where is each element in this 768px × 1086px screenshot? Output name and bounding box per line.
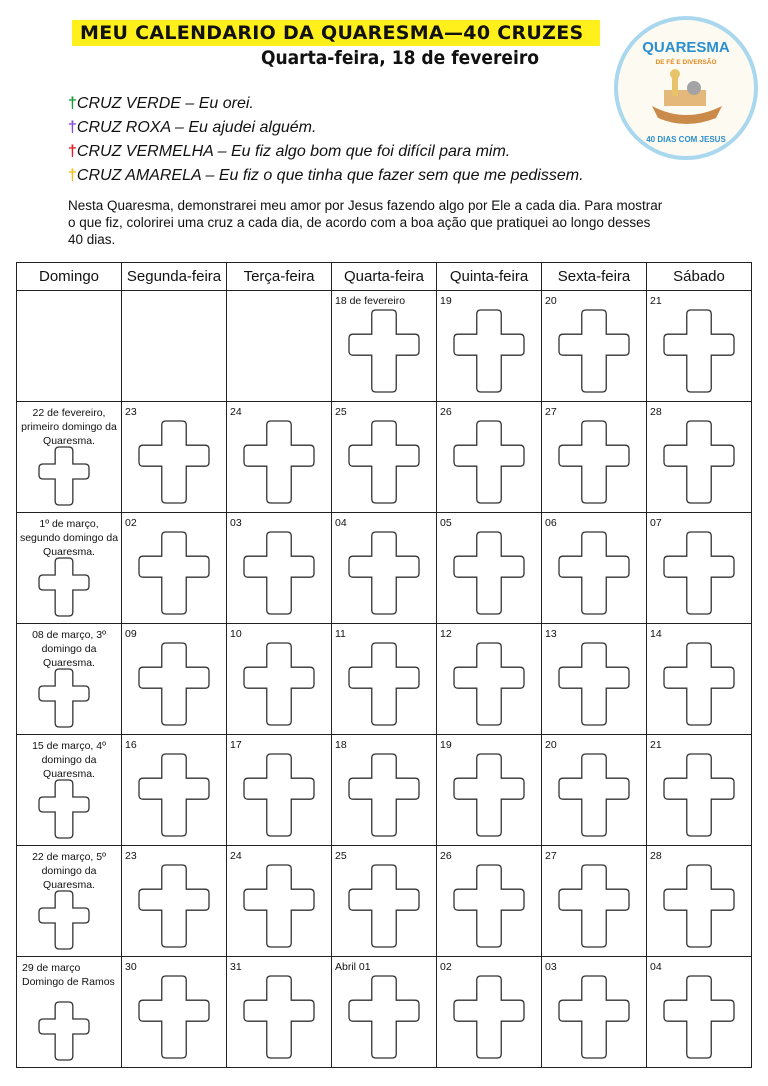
calendar-day-cell xyxy=(437,846,542,957)
calendar-day-cell xyxy=(437,624,542,735)
day-number: 11 xyxy=(335,628,346,640)
sunday-label: 22 de fevereiro, primeiro domingo da Quaresma. xyxy=(21,407,117,447)
cross-outline-icon[interactable] xyxy=(558,309,630,393)
cross-outline-icon[interactable] xyxy=(663,531,735,615)
calendar-day-cell xyxy=(647,513,752,624)
calendar-day-cell xyxy=(17,846,122,957)
calendar-day-cell xyxy=(542,624,647,735)
day-number: 09 xyxy=(125,628,137,640)
cross-outline-icon[interactable] xyxy=(138,753,210,837)
day-number: 18 xyxy=(335,739,347,751)
day-number: 28 xyxy=(650,406,662,418)
legend-text: CRUZ VERDE – Eu orei. xyxy=(76,95,254,112)
day-number: 13 xyxy=(545,628,557,640)
cross-outline-icon[interactable] xyxy=(348,420,420,504)
day-number: 03 xyxy=(230,517,242,529)
cross-outline-icon[interactable] xyxy=(38,1001,90,1061)
calendar-day-cell xyxy=(122,513,227,624)
day-number: 24 xyxy=(230,850,242,862)
cross-outline-icon[interactable] xyxy=(453,975,525,1059)
calendar-day-cell xyxy=(542,513,647,624)
legend-text: CRUZ ROXA – Eu ajudei alguém. xyxy=(76,119,317,136)
calendar-day-cell xyxy=(17,513,122,624)
weekday-header: Segunda-feira xyxy=(122,263,227,291)
day-number: 17 xyxy=(230,739,242,751)
weekday-header: Quarta-feira xyxy=(332,263,437,291)
day-number: 20 xyxy=(545,739,557,751)
legend-row-purple xyxy=(68,116,584,140)
day-number: 30 xyxy=(125,961,137,973)
cross-outline-icon[interactable] xyxy=(558,975,630,1059)
cross-outline-icon[interactable] xyxy=(243,642,315,726)
day-number: 04 xyxy=(335,517,347,529)
calendar-day-cell xyxy=(647,846,752,957)
legend-row-red xyxy=(68,140,584,164)
calendar-day-cell xyxy=(437,402,542,513)
calendar-day-cell xyxy=(227,513,332,624)
calendar-day-cell xyxy=(332,957,437,1068)
cross-outline-icon[interactable] xyxy=(138,420,210,504)
cross-outline-icon[interactable] xyxy=(663,642,735,726)
day-number: 25 xyxy=(335,850,347,862)
cross-outline-icon[interactable] xyxy=(663,420,735,504)
legend-row-yellow xyxy=(68,164,584,188)
page-title: MEU CALENDARIO DA QUARESMA—40 CRUZES xyxy=(80,22,584,44)
day-number: 24 xyxy=(230,406,242,418)
cross-outline-icon[interactable] xyxy=(558,864,630,948)
calendar-day-cell xyxy=(332,513,437,624)
calendar-day-cell xyxy=(227,291,332,402)
weekday-header: Quinta-feira xyxy=(437,263,542,291)
cross-outline-icon[interactable] xyxy=(453,753,525,837)
day-number: 06 xyxy=(545,517,557,529)
day-number: 26 xyxy=(440,406,452,418)
calendar-week-row xyxy=(17,402,752,513)
sunday-label: 22 de março, 5º domingo da Quaresma. xyxy=(32,851,106,891)
cross-outline-icon[interactable] xyxy=(243,531,315,615)
calendar-day-cell xyxy=(332,291,437,402)
cross-outline-icon[interactable] xyxy=(663,864,735,948)
cross-outline-icon[interactable] xyxy=(663,309,735,393)
day-number: 10 xyxy=(230,628,242,640)
cross-outline-icon[interactable] xyxy=(243,753,315,837)
day-number: 27 xyxy=(545,406,557,418)
calendar-day-cell xyxy=(227,402,332,513)
weekday-header: Terça-feira xyxy=(227,263,332,291)
cross-outline-icon[interactable] xyxy=(243,975,315,1059)
cross-outline-icon[interactable] xyxy=(453,864,525,948)
day-number: 31 xyxy=(230,961,242,973)
calendar-day-cell xyxy=(122,735,227,846)
legend-row-green xyxy=(68,92,584,116)
calendar-week-row xyxy=(17,846,752,957)
weekday-header: Sábado xyxy=(647,263,752,291)
cross-outline-icon[interactable] xyxy=(38,446,90,506)
day-number: 02 xyxy=(125,517,137,529)
logo-title: QUARESMA xyxy=(642,39,730,56)
calendar-day-cell xyxy=(647,624,752,735)
page-subtitle: Quarta-feira, 18 de fevereiro xyxy=(260,47,540,69)
calendar-day-cell xyxy=(647,735,752,846)
day-number: 23 xyxy=(125,850,137,862)
calendar-day-cell xyxy=(332,735,437,846)
day-number: 27 xyxy=(545,850,557,862)
sunday-label: 08 de março, 3º domingo da Quaresma. xyxy=(32,629,106,669)
cross-outline-icon[interactable] xyxy=(138,975,210,1059)
red-cross-icon: † xyxy=(68,143,77,160)
day-number: 16 xyxy=(125,739,137,751)
cross-outline-icon[interactable] xyxy=(38,890,90,950)
calendar-day-cell xyxy=(122,291,227,402)
cross-outline-icon[interactable] xyxy=(38,668,90,728)
calendar-day-cell xyxy=(122,957,227,1068)
calendar-day-cell xyxy=(437,291,542,402)
cross-outline-icon[interactable] xyxy=(453,642,525,726)
cross-outline-icon[interactable] xyxy=(348,642,420,726)
calendar-week-row xyxy=(17,513,752,624)
calendar-day-cell xyxy=(542,291,647,402)
green-cross-icon: † xyxy=(68,95,77,112)
day-number: 21 xyxy=(650,295,662,307)
sunday-label: 1º de março, segundo domingo da Quaresma. xyxy=(19,518,119,558)
quaresma-logo xyxy=(612,14,760,162)
calendar-week-row xyxy=(17,735,752,846)
calendar-day-cell xyxy=(437,513,542,624)
day-number: 05 xyxy=(440,517,452,529)
cross-outline-icon[interactable] xyxy=(138,864,210,948)
cross-outline-icon[interactable] xyxy=(453,531,525,615)
calendar-day-cell xyxy=(542,957,647,1068)
legend-text: CRUZ AMARELA – Eu fiz o que tinha que fazer sem que me pedissem. xyxy=(76,167,584,184)
calendar-day-cell xyxy=(227,624,332,735)
day-number: 20 xyxy=(545,295,557,307)
calendar-day-cell xyxy=(17,624,122,735)
day-number: Abril 01 xyxy=(335,961,371,973)
cross-outline-icon[interactable] xyxy=(558,531,630,615)
logo-tagline: DE FÉ E DIVERSÃO xyxy=(655,59,717,66)
day-number: 26 xyxy=(440,850,452,862)
day-number: 25 xyxy=(335,406,347,418)
cross-outline-icon[interactable] xyxy=(138,642,210,726)
calendar-day-cell xyxy=(647,402,752,513)
calendar-day-cell xyxy=(437,957,542,1068)
calendar-day-cell xyxy=(17,291,122,402)
weekday-header: Sexta-feira xyxy=(542,263,647,291)
calendar-day-cell xyxy=(122,402,227,513)
calendar-day-cell xyxy=(122,624,227,735)
day-number: 03 xyxy=(545,961,557,973)
lent-calendar xyxy=(16,262,752,1068)
day-number: 12 xyxy=(440,628,452,640)
logo-footer: 40 DIAS COM JESUS xyxy=(646,135,726,144)
cross-outline-icon[interactable] xyxy=(348,531,420,615)
calendar-day-cell xyxy=(542,402,647,513)
day-number: 02 xyxy=(440,961,452,973)
calendar-day-cell xyxy=(17,735,122,846)
calendar-week-row xyxy=(17,957,752,1068)
cross-outline-icon[interactable] xyxy=(558,753,630,837)
calendar-day-cell xyxy=(332,846,437,957)
calendar-day-cell xyxy=(647,957,752,1068)
cross-outline-icon[interactable] xyxy=(243,864,315,948)
calendar-day-cell xyxy=(17,957,122,1068)
intro-paragraph: Nesta Quaresma, demonstrarei meu amor por Jesus fazendo algo por Ele a cada dia. Para mostrar o que fiz, colorirei uma cruz a cada dia, de acordo com a boa ação que pratiquei ao longo desses 40 dias. xyxy=(68,198,663,247)
day-number: 07 xyxy=(650,517,662,529)
cross-outline-icon[interactable] xyxy=(138,531,210,615)
day-number: 21 xyxy=(650,739,662,751)
calendar-day-cell xyxy=(122,846,227,957)
weekday-header: Domingo xyxy=(17,263,122,291)
legend xyxy=(68,92,584,188)
legend-text: CRUZ VERMELHA – Eu fiz algo bom que foi difícil para mim. xyxy=(76,143,511,160)
cross-outline-icon[interactable] xyxy=(243,420,315,504)
calendar-day-cell xyxy=(332,402,437,513)
cross-outline-icon[interactable] xyxy=(453,309,525,393)
purple-cross-icon: † xyxy=(68,119,77,136)
day-number: 28 xyxy=(650,850,662,862)
calendar-day-cell xyxy=(437,735,542,846)
calendar-day-cell xyxy=(542,846,647,957)
calendar-day-cell xyxy=(227,735,332,846)
cross-outline-icon[interactable] xyxy=(663,975,735,1059)
calendar-week-row xyxy=(17,291,752,402)
cross-outline-icon[interactable] xyxy=(558,642,630,726)
cross-outline-icon[interactable] xyxy=(453,420,525,504)
cross-outline-icon[interactable] xyxy=(38,779,90,839)
day-number: 19 xyxy=(440,739,452,751)
cross-outline-icon[interactable] xyxy=(348,975,420,1059)
calendar-day-cell xyxy=(647,291,752,402)
calendar-day-cell xyxy=(542,735,647,846)
yellow-cross-icon: † xyxy=(68,167,77,184)
cross-outline-icon[interactable] xyxy=(558,420,630,504)
cross-outline-icon[interactable] xyxy=(348,309,420,393)
calendar-day-cell xyxy=(17,402,122,513)
calendar-day-cell xyxy=(227,957,332,1068)
day-number: 14 xyxy=(650,628,662,640)
day-number: 19 xyxy=(440,295,452,307)
cross-outline-icon[interactable] xyxy=(348,753,420,837)
day-number: 23 xyxy=(125,406,137,418)
calendar-week-row xyxy=(17,624,752,735)
calendar-day-cell xyxy=(332,624,437,735)
cross-outline-icon[interactable] xyxy=(663,753,735,837)
sunday-label: 29 de março Domingo de Ramos xyxy=(22,962,115,988)
cross-outline-icon[interactable] xyxy=(348,864,420,948)
cross-outline-icon[interactable] xyxy=(38,557,90,617)
day-number: 18 de fevereiro xyxy=(335,295,406,307)
sunday-label: 15 de março, 4º domingo da Quaresma. xyxy=(32,740,106,780)
day-number: 04 xyxy=(650,961,662,973)
calendar-day-cell xyxy=(227,846,332,957)
